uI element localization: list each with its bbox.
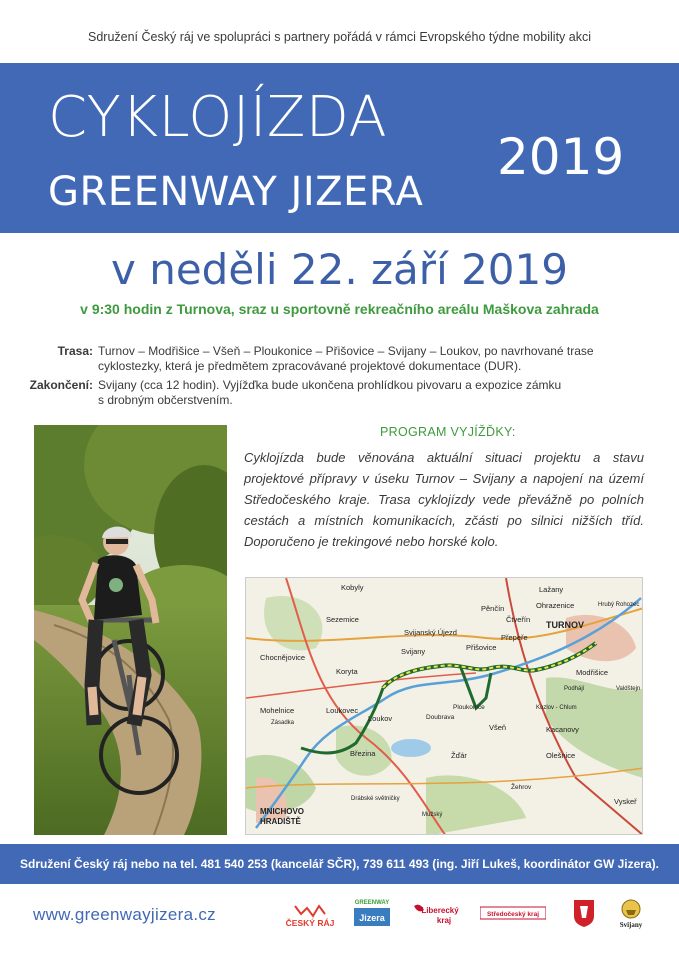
liberecky-text-2: kraj <box>436 916 452 925</box>
map-label-kozlov: Kozlov - Chlum <box>536 705 577 711</box>
end-text-2: s drobným občerstvením. <box>98 393 233 407</box>
cyclist-photo <box>34 425 227 835</box>
map-label-turnov: TURNOV <box>546 620 584 630</box>
intro-text: Sdružení Český ráj ve spolupráci s partnery pořádá v rámci Evropského týdne mobility akci <box>88 30 591 44</box>
map-label-mohelnice: Mohelnice <box>260 706 295 715</box>
map-label-svijansky: Svijanský Újezd <box>404 628 457 637</box>
map-label-koryta: Koryta <box>336 667 358 676</box>
contact-bar: Sdružení Český ráj nebo na tel. 481 540 253 (kancelář SČR), 739 611 493 (ing. Jiří Lukeš, koordinátor GW Jizera). <box>0 844 679 884</box>
greenway-logo-bottom: Jizera <box>359 913 385 923</box>
stredocesky-text: Středočeský kraj <box>486 911 540 918</box>
map-label-zdar: Žďár <box>451 751 467 760</box>
website-link[interactable]: www.greenwayjizera.cz <box>33 905 216 924</box>
map-label-ctverin: Čtveřín <box>506 615 531 624</box>
map-label-prisovice: Přišovice <box>466 643 497 652</box>
liberecky-kraj-logo <box>410 900 462 930</box>
program-text: Cyklojízda bude věnována aktuální situaci projektu a stavu projektové přípravy v úseku Turnov – Svijany a napojení na území Středočeského kraje. Trasa cyklojízdy vede převážně po polních cestách a místních komunikacích, zčásti po silnici nižších tříd. Doporučeno je trekingové nebo horské kolo. <box>244 450 644 549</box>
map-label-pencin: Pěnčín <box>481 604 505 613</box>
program-title: PROGRAM VYJÍŽĎKY: <box>380 425 516 439</box>
map-label-obrazenice: Ohrazenice <box>536 601 575 610</box>
svijany-logo <box>614 898 648 930</box>
map-label-vysker: Vyskeř <box>614 797 637 806</box>
route-label: Trasa: <box>57 344 93 358</box>
map-label-muzsky: Mužský <box>422 812 443 818</box>
event-title: CYKLOJÍZDA <box>48 85 388 150</box>
greenway-logo-top: GREENWAY <box>354 900 390 906</box>
route-text-1: Turnov – Modřišice – Všeň – Ploukonice – Přišovice – Svijany – Loukov, po navrhované trase <box>98 344 594 358</box>
route-text-2: cyklostezky, která je předmětem zpracovávané projektové dokumentace (DUR). <box>98 359 522 373</box>
event-subtitle: GREENWAY JIZERA <box>48 169 424 215</box>
map-label-svijany: Svijany <box>401 647 426 656</box>
map-label-prepere: Přepeře <box>501 633 528 642</box>
map-label-drabske: Drábské světničky <box>351 796 400 802</box>
map-label-hruby: Hrubý Rohozec <box>598 602 640 608</box>
end-label: Zakončení: <box>29 378 93 392</box>
greenway-jizera-logo <box>352 896 392 932</box>
map-label-ploukonice: Ploukonice <box>453 704 485 711</box>
map-label-olesnice: Olešnice <box>546 751 576 760</box>
map-label-doubrava: Doubrava <box>426 714 455 721</box>
map-label-modrisice: Modřišice <box>576 668 609 677</box>
map-label-zehrov: Žehrov <box>511 784 532 791</box>
map-label-hradiste: HRADIŠTĚ <box>260 817 301 826</box>
event-date: v neděli 22. září 2019 <box>111 245 568 294</box>
map-label-loukov: Loukov <box>368 714 393 723</box>
map-label-loukovec: Loukovec <box>326 706 359 715</box>
cesky-raj-logo <box>279 900 341 930</box>
map-label-kacanovy: Kacanovy <box>546 725 579 734</box>
event-year: 2019 <box>497 128 625 186</box>
map-label-vsen: Všeň <box>489 723 507 732</box>
map-label-brezina: Březina <box>350 749 376 758</box>
svijany-text: Svijany <box>619 921 643 929</box>
map-label-zasadka: Zásadka <box>271 720 295 726</box>
map-label-sezemice: Sezemice <box>326 615 359 624</box>
route-map <box>245 577 643 835</box>
liberecky-text-1: Liberecký <box>421 906 459 915</box>
coat-of-arms-icon <box>572 898 596 928</box>
map-label-chocnejovice: Chocnějovice <box>260 653 306 662</box>
event-time: v 9:30 hodin z Turnova, sraz u sportovně rekreačního areálu Maškova zahrada <box>80 301 599 317</box>
map-label-valdstejn: Valdštejn <box>616 686 641 692</box>
stredocesky-kraj-logo <box>480 905 546 921</box>
map-label-mnichovo: MNICHOVO <box>260 807 304 816</box>
end-text-1: Svijany (cca 12 hodin). Vyjížďka bude ukončena prohlídkou pivovaru a expozice zámku <box>98 378 562 392</box>
map-label-kobyly: Kobyly <box>341 583 364 592</box>
title-banner <box>0 63 679 233</box>
map-label-podhaji: Podhájí <box>564 686 585 692</box>
cesky-raj-text: ČESKÝ RÁJ <box>285 918 335 928</box>
map-label-lazany: Lažany <box>539 585 564 594</box>
